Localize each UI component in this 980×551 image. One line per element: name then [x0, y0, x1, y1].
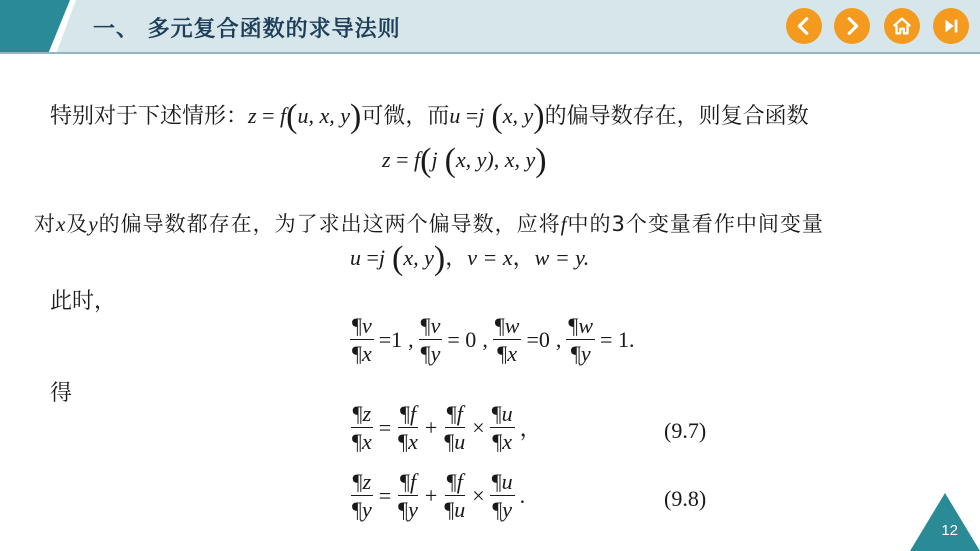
prev-button[interactable]	[786, 8, 822, 44]
home-button[interactable]	[884, 8, 920, 44]
text-line-2: z = f(j (x, y), x, y)	[382, 142, 547, 179]
header-divider	[0, 52, 980, 54]
home-icon	[891, 15, 913, 37]
partials-row: $\frac{\P v}{\P x}$ =1 , $\frac{\P v}{\P y}$ = 0 , $\frac{\P w}{\P x}$ =0 , $\frac{\P w}{\P y}$ = 1.	[352, 313, 635, 367]
fraction-dv-dx: $\frac{\P v}{\P x}$	[352, 313, 372, 367]
fraction-dv-dy: $\frac{\P v}{\P y}$	[420, 313, 441, 367]
fraction-dw-dx: $\frac{\P w}{\P x}$	[494, 313, 520, 367]
page-number: 12	[941, 522, 958, 539]
skip-end-icon	[940, 15, 962, 37]
equation-9-7: $\frac{\P z}{\P x}$ = $\frac{\P f}{\P x}$ + $\frac{\P f}{\P u}$ × $\frac{\P u}{\P x}$ ，	[352, 401, 542, 455]
next-button[interactable]	[834, 8, 870, 44]
chevron-right-icon	[841, 15, 863, 37]
chevron-left-icon	[793, 15, 815, 37]
fraction-dw-dy: $\frac{\P w}{\P y}$	[568, 313, 594, 367]
slide-title: 一、 多元复合函数的求导法则	[93, 17, 401, 42]
label-cishi: 此时，	[50, 289, 117, 314]
label-de: 得	[50, 381, 73, 406]
text-line-3: 对x及y的偏导数都存在，为了求出这两个偏导数，应将f中的3个变量看作中间变量	[34, 212, 824, 236]
equation-number-9-8: (9.8)	[664, 486, 707, 511]
equation-number-9-7: (9.7)	[664, 418, 707, 443]
header-bar	[0, 0, 980, 54]
end-button[interactable]	[933, 8, 969, 44]
equation-9-8: $\frac{\P z}{\P y}$ = $\frac{\P f}{\P y}$ + $\frac{\P f}{\P u}$ × $\frac{\P u}{\P y}$ .	[352, 469, 526, 523]
text-line-4: u =j (x, y)，v = x，w = y.	[350, 240, 590, 277]
text-line-1: 特别对于下述情形：z = f(u, x, y)可微，而u =j (x, y)的偏导数存在，则复合函数	[50, 98, 809, 135]
